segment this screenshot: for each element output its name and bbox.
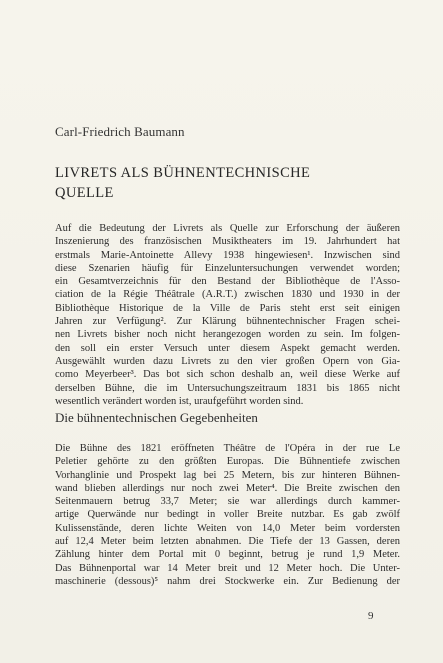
chapter-title [55, 163, 310, 203]
paragraph-line: wesentlich verändert worden ist, uraufgeführt worden sind. [55, 395, 304, 407]
paragraph-line: nen Livrets bisher noch nicht herangezogen worden zu sein. Im folgen- [55, 329, 400, 341]
page-number: 9 [368, 610, 374, 622]
paragraph-line: Kulissenstände, deren lichte Weiten von 14,0 Meter beim vordersten [55, 522, 400, 534]
paragraph-line: Ausgewählt wurden dazu Livrets zu den vier großen Opern von Gia- [55, 355, 400, 367]
paragraph-line: erstmals Marie-Antoinette Allevy 1938 hingewiesen¹. Inzwischen sind [55, 249, 400, 261]
paragraph-line: ciation de la Régie Théâtrale (A.R.T.) zwischen 1830 und 1930 in der [55, 289, 400, 301]
paragraph-line: ein Gesamtverzeichnis für den Bestand der Bibliothèque de l'Asso- [55, 276, 400, 288]
paragraph-line: den soll ein erster Versuch unter diesem Aspekt gemacht werden. [55, 342, 400, 354]
section-heading: Die bühnentechnischen Gegebenheiten [55, 410, 258, 425]
paragraph-line: como Meyerbeer³. Das bot sich schon deshalb an, weil diese Werke auf [55, 369, 400, 381]
paragraph-line: diese Szenarien häufig für Einzeluntersuchungen verwendet worden; [55, 262, 400, 274]
paragraph-line: Die Bühne des 1821 eröffneten Théâtre de l'Opéra in der rue Le [55, 443, 400, 454]
paragraph-line: Zählung hinter dem Portal mit 0 beginnt, betrug je rund 1,9 Meter. [55, 549, 400, 561]
paragraph-line: Auf die Bedeutung der Livrets als Quelle zur Erforschung der äußeren [55, 223, 400, 234]
chapter-title-line: LIVRETS ALS BÜHNENTECHNISCHE [55, 165, 311, 181]
author-name: Carl-Friedrich Baumann [55, 124, 185, 139]
paragraph-line: Vorhanglinie und Prospekt lag bei 25 Metern, bis zur hinteren Bühnen- [55, 469, 400, 481]
paragraph-line: Bibliothèque Historique de la Ville de Paris steht erst seit einigen [55, 302, 400, 314]
paragraph-line: derselben Bühne, die im Untersuchungszeitraum 1831 bis 1865 nicht [55, 382, 400, 394]
paragraph-line: auf 12,4 Meter beim letzten abnahmen. Die Tiefe der 13 Gassen, deren [55, 536, 400, 548]
intro-paragraph [55, 222, 400, 408]
paragraph-line: Das Bühnenportal war 14 Meter breit und 12 Meter hoch. Die Unter- [55, 562, 400, 574]
paragraph-line: Jahren zur Verfügung². Zur Klärung bühnentechnischer Fragen schei- [55, 316, 400, 328]
paragraph-line: wand blieben allerdings nur noch zwei Meter⁴. Die Breite zwischen den [55, 482, 400, 494]
paragraph-line: Seitenmauern betrug 33,7 Meter; sie war allerdings durch kammer- [55, 496, 400, 508]
paragraph-line: maschinerie (dessous)⁵ nahm drei Stockwerke ein. Zur Bedienung der [55, 575, 400, 587]
paragraph-line: artige Querwände nur bedingt in voller Breite nutzbar. Es gab zwölf [55, 509, 400, 521]
paragraph-line: Inszenierung des französischen Musiktheaters im 19. Jahrhundert hat [55, 236, 400, 248]
paragraph-line: Peletier gehörte zu den größten Europas. Die Bühnentiefe zwischen [55, 456, 400, 468]
stage-paragraph [55, 442, 400, 588]
chapter-title-line: QUELLE [55, 185, 114, 201]
